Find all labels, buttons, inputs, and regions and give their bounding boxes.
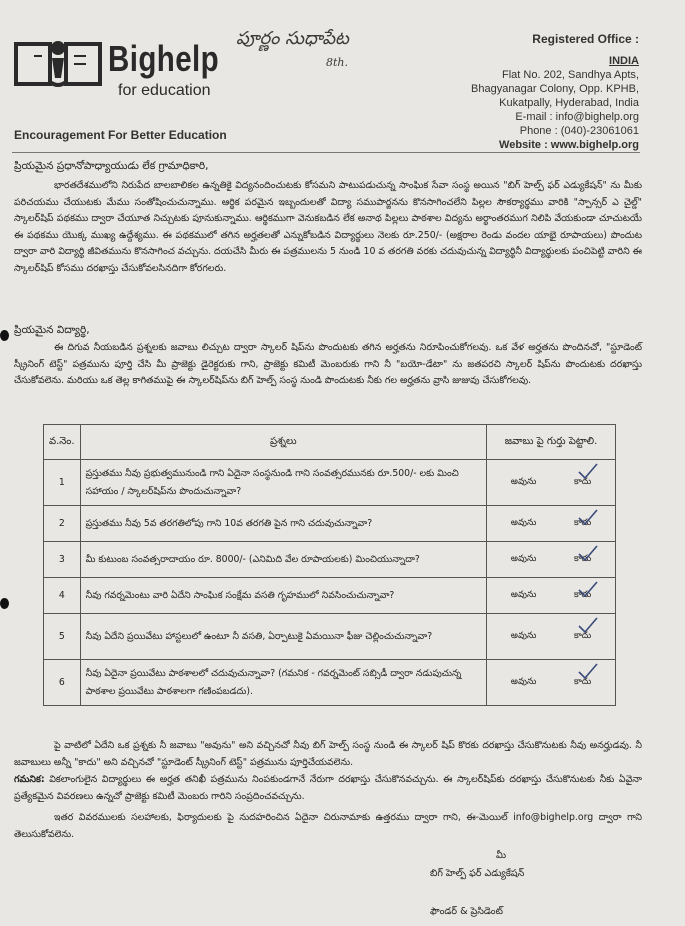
table-row (44, 506, 616, 542)
salutation-student: ప్రియమైన విద్యార్థి, (14, 324, 90, 336)
answer-no-option[interactable]: కాదు (573, 553, 592, 564)
salutation-headmaster: ప్రియమైన ప్రధానోపాధ్యాయుడు లేక గ్రామాధికారి, (14, 160, 209, 172)
punch-hole-mark (0, 330, 9, 341)
office-website: Website : www.bighelp.org (499, 139, 639, 151)
row-serial-number: 6 (44, 660, 81, 706)
row-answer-cell[interactable] (487, 614, 616, 660)
row-serial-number: 5 (44, 614, 81, 660)
brand-name: Bighelp (108, 38, 220, 79)
punch-hole-mark (0, 598, 9, 609)
office-title: Registered Office : (532, 32, 639, 46)
checkmark-icon (577, 616, 599, 634)
answer-no-option[interactable]: కాదు (573, 517, 592, 528)
checkmark-icon (577, 580, 599, 598)
table-row (44, 578, 616, 614)
row-serial-number: 3 (44, 542, 81, 578)
tagline: Encouragement For Better Education (14, 128, 227, 142)
note-label: గమనిక: (14, 774, 45, 785)
checkmark-icon (577, 462, 599, 480)
paragraph-instructions: ఈ దిగువ నీయబడిన ప్రశ్నలకు జవాబు లిచ్చుట ద్వారా స్కాలర్ షిప్‌ను పొందుటకు తగిన అర్హతను నిరూపించుకోగలవు. ఒక వేళ అర్హతను పొందినచో, "స్టూడెంట్ స్క్రీనింగ్ టెస్ట్" పత్రమును పూర్తి చేసి మీ ప్రాజెక్టు డైరెక్టరుకు గాని, ప్రాజెక్టు కమిటీ మెంబరుకు గాని నీ "బయో-డేటా" ను జతపరచి స్కాలర్ షిప్‌ను పొందుటకు దరఖాస్తు చేసుకోవలెను. మరియు ఒక తెల్ల కాగితముపై ఈ స్కాలర్‌షిప్‌ను బిగ్ హెల్ప్ సంస్థ నుండి పొందుటకు నీకు గల అర్హతను వ్రాసి జుజువు చేసుకోగలవు. (14, 342, 642, 386)
row-question: నీవు ఏదైనా ప్రయివేటు పాఠశాలలో చదువుచున్నావా? (గమనిక - గవర్నమెంట్ సబ్సిడీ ద్వారా నడుపుచున్న పాఠశాల ప్రయివేటు పాఠశాలగా గణింపబడదు). (80, 660, 486, 706)
row-serial-number: 2 (44, 506, 81, 542)
office-address-line: Kukatpally, Hyderabad, India (499, 97, 639, 109)
row-question: మీ కుటుంబ సంవత్సరాదాయం రూ. 8000/- (ఎనిమిది వేల రూపాయలకు) మించియున్నాదా? (80, 542, 486, 578)
checkmark-icon (577, 544, 599, 562)
row-serial-number: 4 (44, 578, 81, 614)
office-address-line: Flat No. 202, Sandhya Apts, (502, 69, 639, 81)
paragraph-contact: ఇతర వివరములకు సలహాలకు, ఫిర్యాదులకు పై నుదహరించిన ఏదైనా చిరునామాకు ఉత్తరము ద్వారా గాని, ఈ-మెయిల్ info@bighelp.org ద్వారా గాని తెలుసుకోవలెను. (14, 812, 642, 840)
table-row (44, 614, 616, 660)
checkmark-icon (577, 508, 599, 526)
office-address-line: Bhagyanagar Colony, Opp. KPHB, (471, 83, 639, 95)
signature-closing: మీ (496, 850, 507, 861)
handwritten-grade: 8th. (326, 56, 348, 69)
row-question: ప్రస్తుతము నీవు 5వ తరగతిలోపు గాని 10వ తరగతి పైన గాని చదువుచున్నావా? (80, 506, 486, 542)
row-answer-cell[interactable] (487, 660, 616, 706)
row-question: నీవు గవర్నమెంటు వారి ఏదేని సాంఘిక సంక్షేమ వసతి గృహములో నివసించుచున్నావా? (80, 578, 486, 614)
signature-organization: బిగ్ హెల్ప్ ఫర్ ఎడ్యుకేషన్ (430, 868, 525, 879)
answer-yes-option[interactable]: అవును (510, 553, 537, 564)
row-question: ప్రస్తుతము నీవు ప్రభుత్వమునుండి గాని ఏదైనా సంస్థనుండి గాని సంవత్సరమునకు రూ.500/- లకు మించి సహాయం / స్కాలర్‌షిప్‌ను పొందుచున్నావా? (80, 460, 486, 506)
answer-no-option[interactable]: కాదు (573, 589, 592, 600)
paragraph-intro: భారతదేశములోని నిరుపేద బాలబాలికల ఉన్నతికై విద్యనందించుటకు కోసమని పాటుపడుచున్న సాంఘిక సేవా సంస్థ అయిన "బిగ్ హెల్ప్ ఫర్ ఎడ్యుకేషన్" ను మీకు పరిచయము చేయుటకు మేము సంతోషించుచున్నాము. ఆర్థిక పరమైన ఇబ్బందులతో విద్యా సముపార్జనను కొనసాగించలేని పిల్లల సౌకర్యార్థము వారికి "స్పాన్సర్ ఎ చైల్డ్" స్కాలర్‌షిప్ పథకము ద్వారా చేయూత నిచ్చుటకు పూనుకున్నాము. ఆర్థికముగా వెనుకబడిన లేక అనాథ పిల్లలు పాఠశాల విద్యను అర్థాంతరముగ నిలిపి వేయకుండా చూచుటయే ఈ పథకము యొక్క ముఖ్య ఉద్దేశ్యము. ఈ పథకములో తగిన అర్హతలతో ఎన్నుకోబడిన విద్యార్థులు నెలకు రూ.250/- (అక్షరాల రెండు వందల యాభై రూపాయలు) పొందుట ద్వారా వారి విద్యార్థి జీవితమును కొనసాగించ వచ్చును. దయచేసి మీరు ఈ పత్రములను 5 నుండి 10 వ తరగతి వరకు చదువుచున్న విద్యార్థినీ విద్యార్థులకు పంచిపెట్టి వారిని ఈ స్కాలర్‌షిప్ కోసము దరఖాస్తు చేసుకోవలసినదిగా కోరగలరు. (14, 180, 642, 274)
header-answer: జవాబు పై గుర్తు పెట్టాలి. (487, 425, 616, 460)
row-answer-cell[interactable] (487, 542, 616, 578)
note-text: వికలాంగులైన విద్యార్థులు ఈ అర్హత తనిఖీ పత్రమును నింపకుండగానే నేరుగా దరఖాస్తు చేసుకొనవచ్చును. ఈ స్కాలర్‌షిప్‌కు దరఖాస్తు చేసుకొనుటకు నీకు ఏవైనా ప్రత్యేకమైన వివరణలు ఉన్నచో ప్రాజెక్టు కమిటీ మెంబరు గారిని సంప్రదించవచ్చును. (14, 774, 642, 802)
handwritten-note: పూర్ణం సుధాపేట (236, 28, 349, 49)
paragraph-note (14, 772, 642, 805)
answer-yes-option[interactable]: అవును (510, 676, 537, 687)
registered-office-block (379, 32, 639, 152)
table-row (44, 542, 616, 578)
eligibility-table (43, 424, 616, 706)
row-question: నీవు ఏదేని ప్రయివేటు హాస్టలులో ఉంటూ నీ వసతి, ఏర్పాటుకై ఏమయినా ఫీజు చెల్లించుచున్నావా? (80, 614, 486, 660)
brand-subtitle: for education (118, 82, 211, 99)
answer-yes-option[interactable]: అవును (510, 517, 537, 528)
header-serial-number: వ.నెం. (44, 425, 81, 460)
office-email: E-mail : info@bighelp.org (515, 111, 639, 123)
office-phone: Phone : (040)-23061061 (519, 125, 639, 137)
row-answer-cell[interactable] (487, 460, 616, 506)
checkmark-icon (577, 662, 599, 680)
open-book-logo-icon (14, 34, 104, 92)
row-answer-cell[interactable] (487, 506, 616, 542)
header-questions: ప్రశ్నలు (80, 425, 486, 460)
answer-yes-option[interactable]: అవును (510, 589, 537, 600)
answer-yes-option[interactable]: అవును (510, 630, 537, 641)
logo (14, 34, 224, 104)
table-row (44, 660, 616, 706)
paragraph-ineligibility: పై వాటిలో ఏదేని ఒక ప్రశ్నకు నీ జవాబు "అవును" అని వచ్చినచో నీవు బిగ్ హెల్ప్ సంస్థ నుండి ఈ స్కాలర్ షిప్ కొరకు దరఖాస్తు చేసుకొనుటకు నీవు అనర్హుడవు. నీ జవాబులు అన్నీ "కాదు" అని వచ్చినచో "స్టూడెంట్ స్క్రీనింగ్ టెస్ట్" పత్రమును పూర్తిచేయవలెను. (14, 740, 642, 768)
table-header-row (44, 425, 616, 460)
answer-no-option[interactable]: కాదు (573, 630, 592, 641)
table-row (44, 460, 616, 506)
answer-no-option[interactable]: కాదు (573, 476, 592, 487)
header-divider (12, 152, 640, 153)
signature-title: ఫౌండర్ & ప్రెసిడెంట్ (430, 906, 503, 917)
answer-yes-option[interactable]: అవును (510, 476, 537, 487)
row-answer-cell[interactable] (487, 578, 616, 614)
answer-no-option[interactable]: కాదు (573, 676, 592, 687)
office-country: INDIA (609, 55, 639, 67)
row-serial-number: 1 (44, 460, 81, 506)
